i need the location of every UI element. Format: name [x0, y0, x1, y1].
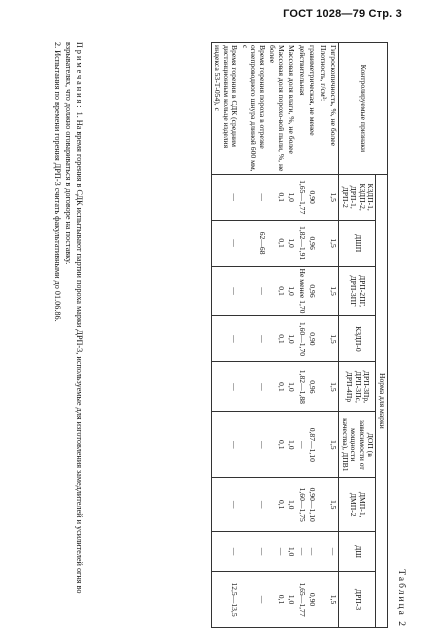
table-cell: 0,1 — [267, 220, 286, 266]
table-cell: 1,0 — [286, 316, 297, 362]
table-cell: — — [240, 478, 268, 532]
table-cell: 1,0 — [286, 174, 297, 220]
table-cell: — — [267, 532, 286, 572]
note-2-text: 2. Испытания по времени горения ДРП-3 считать факультативными до 01.06.86. — [52, 42, 62, 322]
page-header: ГОСТ 1028—79 Стр. 3 — [283, 8, 402, 20]
table-cell: — — [240, 532, 268, 572]
note-1-text: 1. На время горения в СДК испытывают партии пороха марки ДРП-3, используемые для изготовления замедлителей и усилителей огня во взрывателях, что должно оговариваться в договоре на поставку. — [64, 42, 84, 594]
table-cell: 0,1 — [267, 266, 286, 316]
table-cell: 0,90 — [307, 174, 318, 220]
table-cell: 1,0 — [286, 478, 297, 532]
column-header-label: Контролируемые признаки — [339, 43, 388, 175]
table-cell: 1,82—1,88 — [297, 362, 308, 412]
table-cell: 0,90 — [307, 572, 318, 628]
table-cell: — — [240, 362, 268, 412]
table-cell — [318, 362, 329, 412]
table-row — [297, 43, 308, 628]
row-label: действительная — [297, 43, 308, 175]
table-cell: 0,1 — [267, 362, 286, 412]
notes-lead: Примечания: — [75, 42, 84, 110]
table-cell: 0,1 — [267, 478, 286, 532]
table-cell: — — [212, 532, 240, 572]
table-cell — [318, 266, 329, 316]
table-cell: 0,90—1,10 — [307, 478, 318, 532]
table-cell: — — [240, 266, 268, 316]
table-cell: Не менее 1,70 — [297, 266, 308, 316]
table-cell: — — [328, 532, 339, 572]
rotated-table-block — [10, 42, 410, 632]
table-cell: 0,96 — [307, 266, 318, 316]
row-label: Массовая доля влаги, %, не более — [286, 43, 297, 175]
row-label: Время горения пороха в отрезке огнепроводного шнура длиной 600 мм, с — [240, 43, 268, 175]
row-label: Гигроскопичность, %, не более — [328, 43, 339, 175]
column-header: ДШП — [339, 220, 376, 266]
data-table — [211, 42, 388, 628]
table-cell — [318, 532, 329, 572]
table-cell: 1,5 — [328, 220, 339, 266]
table-cell: 1,0 — [286, 572, 297, 628]
table-row — [307, 43, 318, 628]
table-row — [286, 43, 297, 628]
table-cell — [318, 174, 329, 220]
table-cell: 0,1 — [267, 316, 286, 362]
table-cell: 0,96 — [307, 220, 318, 266]
table-cell — [318, 412, 329, 478]
table-cell: 1,5 — [328, 412, 339, 478]
group-header: Норма для марки — [376, 174, 388, 627]
table-cell — [318, 316, 329, 362]
table-cell: — — [212, 174, 240, 220]
row-label: Плотность, г/см³: — [318, 43, 329, 175]
table-cell: 1,5 — [328, 174, 339, 220]
table-cell: 1,5 — [328, 316, 339, 362]
table-cell — [318, 478, 329, 532]
table-cell: 1,5 — [328, 572, 339, 628]
table-cell: 1,82—1,91 — [297, 220, 308, 266]
table-row — [240, 43, 268, 628]
table-cell: — — [307, 532, 318, 572]
table-cell: 0,87—1,10 — [307, 412, 318, 478]
table-cell: — — [212, 412, 240, 478]
table-cell: 0,1 — [267, 412, 286, 478]
table-cell: 1,60—1,75 — [297, 478, 308, 532]
table-cell: — — [212, 478, 240, 532]
row-label: гравиметрическая, не менее — [307, 43, 318, 175]
column-header: ДРП-2ПГ, ДРП-3ПГ — [339, 266, 376, 316]
table-cell: — — [212, 220, 240, 266]
table-notes — [50, 42, 84, 628]
table-cell: 12,5—13,5 — [212, 572, 240, 628]
column-header: ДШ — [339, 532, 376, 572]
table-title: Таблица 2 — [396, 569, 406, 628]
table-cell: — — [212, 362, 240, 412]
row-label: Время горения в СДК (средним дистанционным кольце изделия индекса 53-Т-054), с — [212, 43, 240, 175]
column-header: ДМП-1, ДМП-2 — [339, 478, 376, 532]
table-cell: 1,0 — [286, 362, 297, 412]
column-header: ДОП (в зависимости от мощности качества), ДПВ1 — [339, 412, 376, 478]
table-cell: 1,0 — [286, 532, 297, 572]
table-cell: 1,5 — [328, 362, 339, 412]
table-cell: 0,96 — [307, 362, 318, 412]
row-label: Массовая доля порохо-вой пыли, %, не более — [267, 43, 286, 175]
table-cell: 1,0 — [286, 266, 297, 316]
table-cell: 0,90 — [307, 316, 318, 362]
table-cell — [318, 572, 329, 628]
table-cell: — — [212, 316, 240, 362]
table-cell: — — [297, 532, 308, 572]
table-row — [318, 43, 329, 628]
table-cell: 1,0 — [286, 220, 297, 266]
table-cell: 1,65—1,77 — [297, 174, 308, 220]
note-1 — [63, 42, 84, 628]
table-cell: — — [297, 412, 308, 478]
table-cell: 1,5 — [328, 478, 339, 532]
column-header: КЗДП-0 — [339, 316, 376, 362]
table-cell: 0,1 — [267, 174, 286, 220]
table-cell: 0,1 — [267, 572, 286, 628]
table-cell: 1,0 — [286, 412, 297, 478]
column-header: ДРП-3Пр, ДРП-3Пс, ДРП-4Пр — [339, 362, 376, 412]
table-row — [267, 43, 286, 628]
column-header: КЗДП-1, КЗДП-2, ДРП-1, ДРП-2 — [339, 174, 376, 220]
table-cell: 1,65—1,77 — [297, 572, 308, 628]
table-row — [328, 43, 339, 628]
table-cell: 62—68 — [240, 220, 268, 266]
column-header: ДРП-3 — [339, 572, 376, 628]
table-cell: — — [212, 266, 240, 316]
table-cell: — — [240, 174, 268, 220]
table-cell: — — [240, 316, 268, 362]
table-cell: 1,5 — [328, 266, 339, 316]
table-cell: — — [240, 412, 268, 478]
table-cell: — — [240, 572, 268, 628]
table-cell: 1,60—1,70 — [297, 316, 308, 362]
table-row — [212, 43, 240, 628]
note-2 — [51, 42, 62, 628]
table-cell — [318, 220, 329, 266]
